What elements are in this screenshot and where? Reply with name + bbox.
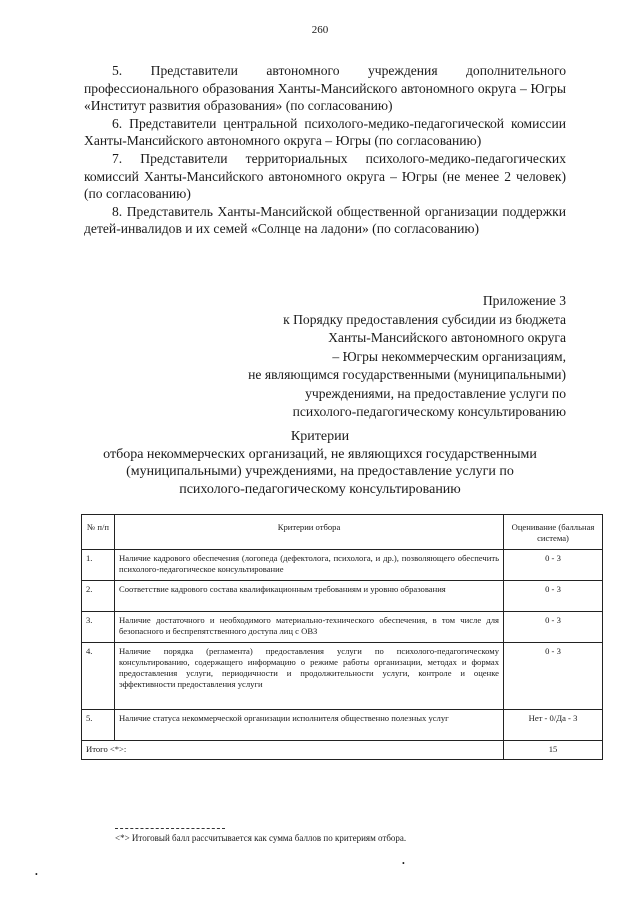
criteria-table xyxy=(81,514,603,760)
table-row xyxy=(82,643,603,710)
row-criteria: Наличие статуса некоммерческой организации исполнителя общественно полезных услуг xyxy=(115,710,504,741)
table-row xyxy=(82,710,603,741)
list-item: 8. Представитель Ханты-Мансийской общественной организации поддержки детей-инвалидов и их семей «Солнце на ладони» (по согласованию) xyxy=(84,203,566,237)
row-number: 2. xyxy=(82,581,115,612)
criteria-title xyxy=(70,428,570,498)
row-score: 0 - 3 xyxy=(504,643,603,710)
table-row xyxy=(82,550,603,581)
appendix-line: Ханты-Мансийского автономного округа xyxy=(328,330,566,345)
appendix-line: не являющимся государственными (муниципальными) xyxy=(248,367,566,382)
page-number: 260 xyxy=(311,24,329,36)
criteria-title-line: отбора некоммерческих организаций, не являющихся государственными xyxy=(103,446,537,462)
table-header-row xyxy=(82,515,603,550)
table-row xyxy=(82,612,603,643)
row-score: Нет - 0/Да - 3 xyxy=(504,710,603,741)
header-score: Оценивание (балльная система) xyxy=(504,515,603,550)
appendix-line: к Порядку предоставления субсидии из бюджета xyxy=(283,311,566,327)
total-value: 15 xyxy=(504,741,603,760)
table-total-row xyxy=(82,741,603,760)
header-no: № п/п xyxy=(82,515,115,550)
row-number: 4. xyxy=(82,643,115,710)
criteria-title-line: Критерии xyxy=(290,429,350,444)
scan-mark: • xyxy=(402,859,405,868)
row-criteria: Соответствие кадрового состава квалификационным требованиям и уровню образования xyxy=(115,581,504,612)
appendix-line: Приложение 3 xyxy=(482,293,566,308)
row-number: 5. xyxy=(82,710,115,741)
criteria-title-line: (муниципальными) учреждениями, на предоставление услуги по xyxy=(126,464,514,479)
row-criteria: Наличие достаточного и необходимого материально-технического обеспечения, в том числе для безопасного и беспрепятственного доступа лиц с ОВЗ xyxy=(115,612,504,643)
row-number: 3. xyxy=(82,612,115,643)
footnote: <*> Итоговый балл рассчитывается как сумма баллов по критериям отбора. xyxy=(115,833,407,843)
participant-list xyxy=(84,62,566,238)
row-score: 0 - 3 xyxy=(504,581,603,612)
appendix-line: – Югры некоммерческим организациям, xyxy=(332,348,566,364)
appendix-line: психолого-педагогическому консультированию xyxy=(292,404,566,419)
footnote-divider xyxy=(115,828,225,829)
header-criteria: Критерии отбора xyxy=(115,515,504,550)
scan-mark: • xyxy=(35,870,38,879)
appendix-heading xyxy=(186,292,566,422)
list-item: 6. Представители центральной психолого-медико-педагогической комиссии Ханты-Мансийского автономного округа – Югры (по согласованию) xyxy=(84,115,566,149)
total-label: Итого <*>: xyxy=(82,741,504,760)
list-item: 5. Представители автономного учреждения дополнительного профессионального образования Ханты-Мансийского автономного округа – Югры «Институт развития образования» (по согласованию) xyxy=(84,63,566,114)
row-criteria: Наличие кадрового обеспечения (логопеда (дефектолога, психолога, и др.), позволяющего обеспечить психолого-педагогическое консультирование xyxy=(115,550,504,581)
list-item: 7. Представители территориальных психолого-медико-педагогических комиссий Ханты-Мансийского автономного округа – Югры (не менее 2 человек) (по согласованию) xyxy=(84,150,566,202)
row-score: 0 - 3 xyxy=(504,612,603,643)
table-row xyxy=(82,581,603,612)
row-criteria: Наличие порядка (регламента) предоставления услуги по психолого-педагогическому консультированию, содержащего информацию о режиме работы организации, методах и формах предоставления услуги, периодичности и продолжительности услуги, контроле и оценке эффективности предоставления услуги xyxy=(115,643,504,710)
appendix-line: учреждениями, на предоставление услуги по xyxy=(305,385,566,401)
row-number: 1. xyxy=(82,550,115,581)
criteria-title-line: психолого-педагогическому консультированию xyxy=(179,481,461,497)
row-score: 0 - 3 xyxy=(504,550,603,581)
